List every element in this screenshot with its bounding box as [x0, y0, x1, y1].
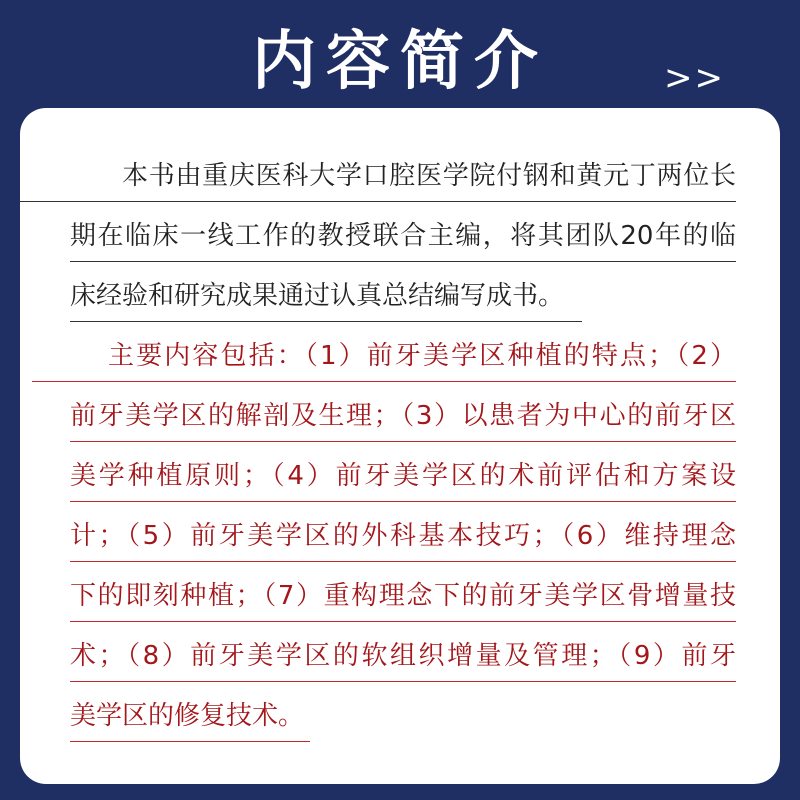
header [0, 0, 800, 110]
contents-line: 术；（8）前牙美学区的软组织增量及管理；（9）前牙 [70, 626, 736, 686]
intro-line: 本书由重庆医科大学口腔医学院付钢和黄元丁两位长 [70, 146, 736, 206]
contents-line: 美学种植原则；（4）前牙美学区的术前评估和方案设 [70, 446, 736, 506]
contents-line: 美学区的修复技术。 [70, 686, 736, 746]
intro-line: 床经验和研究成果通过认真总结编写成书。 [70, 266, 736, 326]
contents-line: 下的即刻种植；（7）重构理念下的前牙美学区骨增量技 [70, 566, 736, 626]
contents-line: 计；（5）前牙美学区的外科基本技巧；（6）维持理念 [70, 506, 736, 566]
contents-line: 前牙美学区的解剖及生理；（3）以患者为中心的前牙区 [70, 386, 736, 446]
page-title: 内容简介 [252, 24, 548, 99]
double-chevron-right-icon: >> [664, 58, 725, 98]
intro-line: 期在临床一线工作的教授联合主编，将其团队20年的临 [70, 206, 736, 266]
intro-paragraph [70, 146, 736, 326]
contents-paragraph [70, 326, 736, 746]
contents-line: 主要内容包括：（1）前牙美学区种植的特点；（2） [70, 326, 736, 386]
content-card [20, 108, 780, 784]
